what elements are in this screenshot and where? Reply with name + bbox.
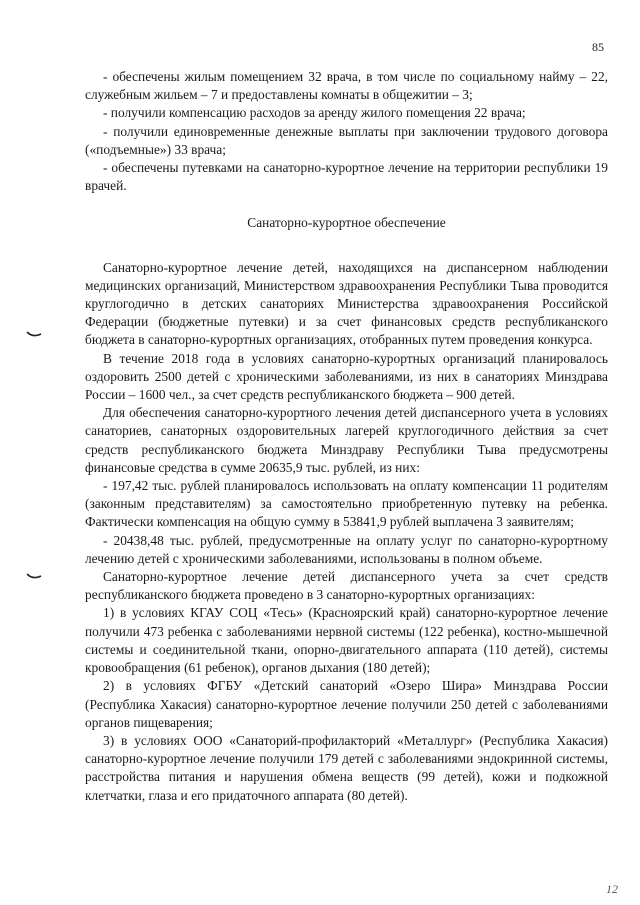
- list-item: - 197,42 тыс. рублей планировалось использовать на оплату компенсации 11 родителям (законным представителям) за самостоятельно приобретенную путевку на ребенка. Фактически компенсация на общую сумму в 53841,9 рублей выплачена 3 заявителям;: [85, 478, 608, 530]
- list-item: - 20438,48 тыс. рублей, предусмотренные на оплату услуг по санаторно-курортному лечению детей с хроническими заболеваниями, использованы в полном объеме.: [85, 532, 608, 566]
- paragraph: Санаторно-курортное лечение детей диспансерного учета за счет средств республиканского бюджета проведено в 3 санаторно-курортных организациях:: [85, 569, 608, 603]
- section-heading: Санаторно-курортное обеспечение: [247, 215, 446, 231]
- list-item: - получили единовременные денежные выплаты при заключении трудового договора («подъемные») 33 врача;: [85, 123, 608, 157]
- margin-check-mark-icon: [26, 330, 42, 338]
- list-item: - обеспечены жилым помещением 32 врача, в том числе по социальному найму – 22, служебным жильем – 7 и предоставлены комнаты в общежитии – 3;: [85, 69, 608, 103]
- paragraph: Санаторно-курортное лечение детей, находящихся на диспансерном наблюдении медицинских организаций, Министерством здравоохранения Республики Тыва проводится круглогодично в детских санаториях Министерства здравоохранения Российской Федерации (бюджетные путевки) и за счет финансовых средств республиканского бюджета в санаторно-курортных организациях, отобранных путем проведения конкурса.: [85, 259, 608, 348]
- list-item: 3) в условиях ООО «Санаторий-профилакторий «Металлург» (Республика Хакасия) санаторно-курортное лечение получили 179 детей с заболеваниями эндокринной системы, расстройства питания и нарушения обмена веществ (99 детей), кожи и подкожной клетчатки, глаза и его придаточного аппарата (80 детей).: [85, 732, 608, 803]
- list-item: - получили компенсацию расходов за аренду жилого помещения 22 врача;: [103, 105, 526, 121]
- margin-check-mark-icon: [26, 572, 42, 580]
- page-number: 85: [592, 40, 604, 54]
- document-body: [85, 68, 608, 805]
- paragraph: В течение 2018 года в условиях санаторно-курортных организаций планировалось оздоровить 2500 детей с хроническими заболеваниями, из них в санаториях Минздрава России – 1600 чел., за счет средств республиканского бюджета – 900 детей.: [85, 350, 608, 403]
- handwritten-mark: 12: [606, 882, 618, 896]
- list-item: 1) в условиях КГАУ СОЦ «Тесь» (Красноярский край) санаторно-курортное лечение получили 473 ребенка с заболеваниями нервной системы (122 ребенка), костно-мышечной системы и соединительной ткани, опорно-двигательного аппарата (110 детей), системы кровообращения (61 ребенок), органов дыхания (180 детей);: [85, 605, 608, 676]
- list-item: - обеспечены путевками на санаторно-курортное лечение на территории республики 19 врачей.: [85, 160, 608, 194]
- paragraph: Для обеспечения санаторно-курортного лечения детей диспансерного учета в условиях санаториев, санаторных оздоровительных лагерей круглогодичного действия за счет средств республиканского бюджета Минздраву Республики Тыва предусмотрены финансовые средства в сумме 20635,9 тыс. рублей, из них:: [85, 405, 608, 475]
- list-item: 2) в условиях ФГБУ «Детский санаторий «Озеро Шира» Минздрава России (Республика Хакасия) санаторно-курортное лечение получили 250 детей с заболеваниями органов пищеварения;: [85, 678, 608, 730]
